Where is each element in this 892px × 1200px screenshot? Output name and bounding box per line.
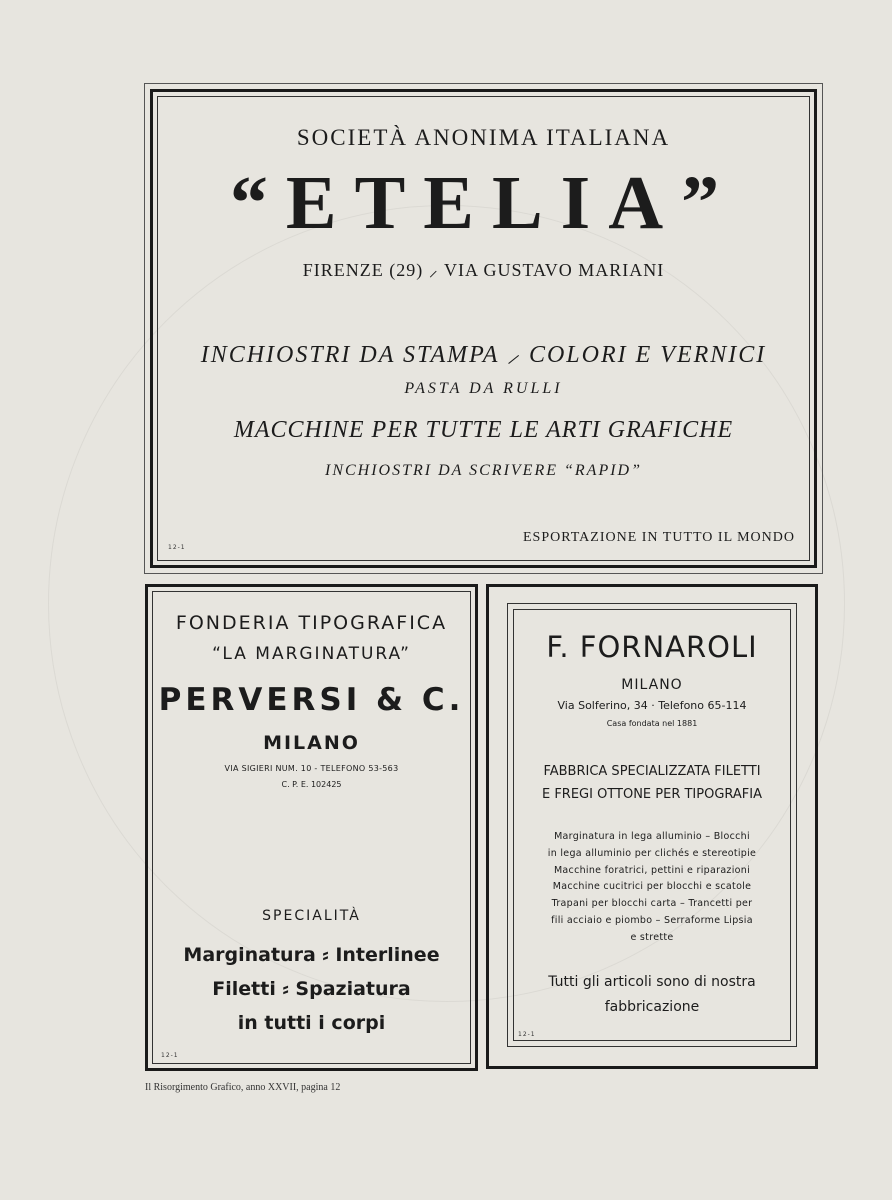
perversi-address: VIA SIGIERI NUM. 10 - TELEFONO 53-563 <box>224 764 399 773</box>
fornaroli-body-line: Macchine cucitrici per blocchi e scatole <box>552 881 752 893</box>
perversi-product-1: Marginatura ⸗ Interlinee <box>183 944 440 966</box>
fornaroli-body <box>507 829 797 947</box>
fornaroli-body-line: Trapani per blocchi carta – Trancetti per <box>551 898 753 910</box>
etelia-code: 12-1 <box>168 544 186 551</box>
etelia-line3: MACCHINE PER TUTTE LE ARTI GRAFICHE <box>233 417 734 443</box>
perversi-line1: FONDERIA TIPOGRAFICA <box>175 612 448 634</box>
fornaroli-body-line: Marginatura in lega alluminio – Blocchi <box>554 831 750 842</box>
fornaroli-specialty-2: E FREGI OTTONE PER TIPOGRAFIA <box>541 787 763 802</box>
fornaroli-body-line: fili acciaio e piombo – Serraforme Lipsia <box>551 914 753 926</box>
perversi-content <box>145 0 478 1080</box>
etelia-company: SOCIETÀ ANONIMA ITALIANA <box>296 125 671 150</box>
fornaroli-name: F. FORNAROLI <box>546 630 758 664</box>
perversi-line2: “LA MARGINATURA” <box>212 644 411 664</box>
fornaroli-content <box>507 0 797 1080</box>
perversi-city: MILANO <box>263 732 360 754</box>
etelia-name: “ETELIA” <box>229 161 738 245</box>
perversi-specialty-label: SPECIALITÀ <box>262 908 361 924</box>
etelia-line1: INCHIOSTRI DA STAMPA ⸝ COLORI E VERNICI <box>200 342 767 368</box>
perversi-product-3: in tutti i corpi <box>237 1012 386 1034</box>
perversi-code: 12-1 <box>161 1052 179 1059</box>
perversi-name: PERVERSI & C. <box>158 682 465 718</box>
fornaroli-address: Via Solferino, 34 · Telefono 65-114 <box>557 699 747 712</box>
etelia-line4: INCHIOSTRI DA SCRIVERE “RAPID” <box>324 462 642 479</box>
etelia-export: ESPORTAZIONE IN TUTTO IL MONDO <box>523 530 795 545</box>
perversi-cpe: C. P. E. 102425 <box>281 780 342 789</box>
perversi-product-2: Filetti ⸗ Spaziatura <box>212 978 411 1000</box>
fornaroli-city: MILANO <box>621 677 683 693</box>
page-footer: Il Risorgimento Grafico, anno XXVII, pagina 12 <box>145 1082 341 1093</box>
fornaroli-specialty-1: FABBRICA SPECIALIZZATA FILETTI <box>543 764 761 779</box>
fornaroli-body-line: e strette <box>630 931 674 943</box>
fornaroli-body-line: in lega alluminio per clichés e stereotipie <box>547 847 757 859</box>
etelia-line2: PASTA DA RULLI <box>404 380 563 397</box>
fornaroli-code: 12-1 <box>518 1031 536 1038</box>
fornaroli-body-line: Macchine foratrici, pettini e riparazioni <box>553 864 751 876</box>
fornaroli-tagline-1: Tutti gli articoli sono di nostra <box>548 974 756 990</box>
etelia-address: FIRENZE (29) ⸝ VIA GUSTAVO MARIANI <box>302 260 665 280</box>
fornaroli-founded: Casa fondata nel 1881 <box>606 719 698 728</box>
fornaroli-tagline-2: fabbricazione <box>604 999 700 1015</box>
